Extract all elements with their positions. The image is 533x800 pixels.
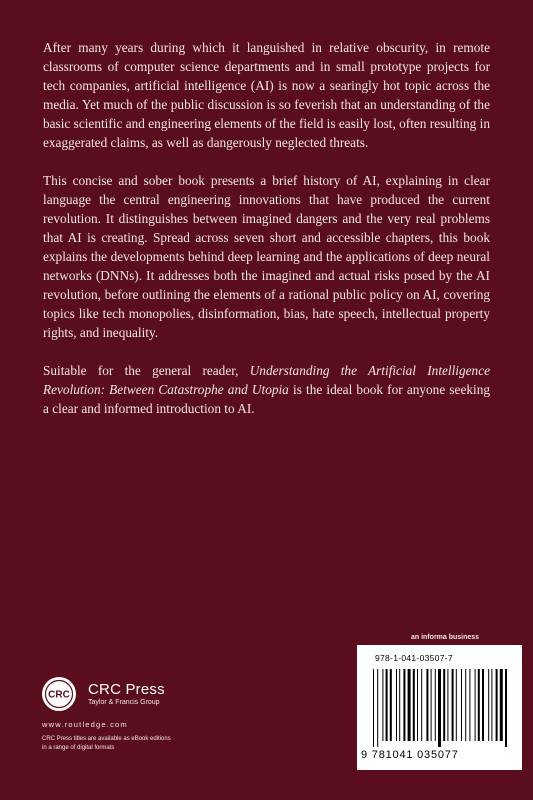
barcode-bar [382,669,383,741]
barcode-bar [386,669,388,741]
barcode-bar [447,669,448,741]
barcode-bar [465,669,466,741]
barcode-bar [396,669,397,741]
blurb-paragraph-1: After many years during which it languished in relative obscurity, in remote classrooms of computer science departments and in small prototype projects for tech companies, artificial intelligence (AI) is now a searingly hot topic across the media. Yet much of the public discussion is so feverish that an understanding of the basic scientific and engineering elements of the field is easily lost, often resulting in exaggerated claims, as well as dangerously neglected threats. [43,40,490,150]
barcode-bar [482,669,484,741]
barcode-bar [408,669,411,741]
blurb-p3-prefix: Suitable for the general reader, [43,363,250,378]
publisher-name: CRC Press [88,681,165,698]
blurb-paragraph-3 [43,361,490,418]
ebook-line-2: in a range of digital formats [42,745,115,751]
barcode-bar [491,669,492,741]
barcode-bar [505,669,507,747]
barcode-bar [456,669,457,741]
barcode-bar [390,669,392,741]
barcode-bar [496,669,498,741]
barcode-bars [371,669,511,749]
blurb-paragraph-2: This concise and sober book presents a brief history of AI, explaining in clear language the central engineering innovations that have produced the current revolution. It distinguishes between imagined dangers and the very real problems that AI is creating. Spread across seven short and accessible chapters, this book explains the developments behind deep learning and the applications of deep neural networks (DNNs). It addresses both the imagined and actual risks posed by the AI revolution, before outlining the elements of a rational public policy on AI, covering topics like tech monopolies, disinformation, bias, hate speech, intellectual property rights, and inequality. [43,173,490,340]
barcode-bar [417,669,418,741]
barcode-bar [399,669,400,741]
barcode-bar [475,669,476,741]
barcode-bar [478,669,480,741]
barcode-bar [377,669,378,747]
ebook-note [42,735,192,753]
isbn-text: 978-1-041-03507-7 [375,653,453,663]
publisher-url: www.routledge.com [42,720,128,729]
barcode-bar [469,669,470,741]
informa-tagline: an informa business [411,634,480,641]
logo-text: CRC [48,689,70,701]
barcode-bar [421,669,422,741]
barcode-bar [438,669,441,747]
barcode-bar [500,669,503,741]
back-cover-blurb [43,38,490,418]
barcode-bar [373,669,374,747]
book-title-italic: Understanding the Artificial Intelligence Revolution: Between Catastrophe and Utopia [43,363,491,397]
blurb-p3-suffix: is the ideal book for anyone seeking a clear and informed introduction to AI. [43,382,490,416]
publisher-brand [88,681,165,706]
crc-press-logo [41,676,77,712]
isbn-digits: 9 781041 035077 [361,749,459,761]
barcode-bar [452,669,454,741]
ebook-line-1: CRC Press titles are available as eBook editions [42,736,171,742]
barcode-bar [488,669,489,741]
barcode-bar [413,669,415,741]
publisher-group: Taylor & Francis Group [88,699,160,706]
isbn-barcode [357,645,522,770]
barcode-bar [403,669,405,741]
barcode-bar [431,669,432,741]
barcode-bar [435,669,436,741]
barcode-bar [426,669,428,741]
barcode-bar [461,669,462,741]
barcode-bar [443,669,445,741]
